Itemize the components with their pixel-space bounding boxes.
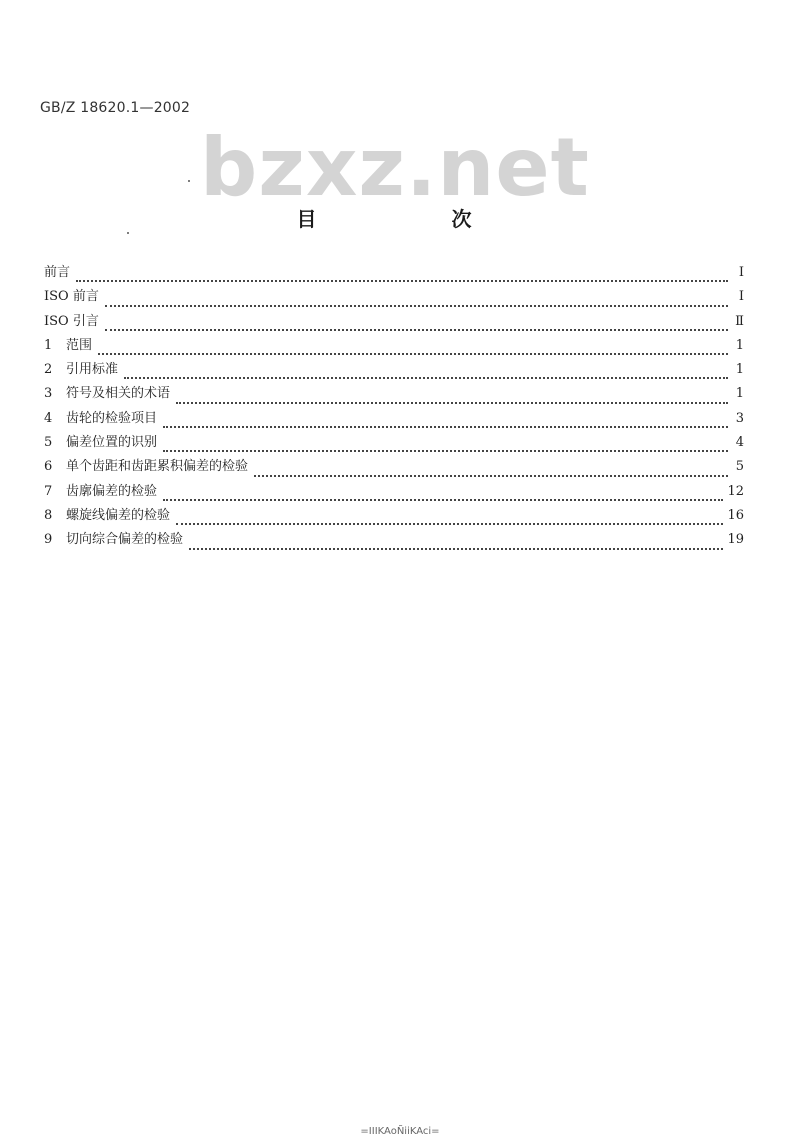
speck-mark — [127, 232, 129, 234]
toc-entry-page: 4 — [735, 435, 744, 451]
dot-leader — [163, 499, 723, 501]
toc-entry[interactable] — [44, 528, 744, 552]
dot-leader — [189, 548, 723, 550]
toc-entry-page: 1 — [735, 337, 744, 353]
toc-entry-number: 3 — [44, 386, 53, 402]
toc-entry[interactable] — [44, 504, 744, 528]
toc-entry-label: 齿轮的检验项目 — [66, 410, 158, 426]
toc-entry-page: 5 — [735, 459, 744, 475]
standard-code: GB/Z 18620.1—2002 — [40, 100, 191, 116]
toc-title: 目 次 — [296, 207, 536, 231]
toc-entry-label: 齿廓偏差的检验 — [66, 483, 158, 499]
toc-entry-number: 8 — [44, 507, 53, 523]
toc-entry-number: 1 — [44, 337, 53, 353]
dot-leader — [98, 353, 728, 355]
toc-entry-number: 6 — [44, 459, 53, 475]
toc-entry-number: 9 — [44, 532, 53, 548]
toc-entry-page: 1 — [735, 386, 744, 402]
toc-entry-label: 螺旋线偏差的检验 — [66, 507, 171, 523]
toc-entry[interactable] — [44, 334, 744, 358]
toc-entry-label: 切向综合偏差的检验 — [66, 532, 184, 548]
dot-leader — [176, 402, 728, 404]
page-footer: =IIIKAoÑiiKAci= — [360, 1126, 440, 1137]
dot-leader — [163, 450, 728, 452]
toc-entry-page: Ⅱ — [735, 313, 744, 329]
toc-entry-page: I — [738, 265, 744, 280]
toc-entry-label: 符号及相关的术语 — [66, 386, 171, 402]
dot-leader — [76, 280, 728, 282]
toc-entry-number: 2 — [44, 362, 53, 378]
toc-entry-number: 4 — [44, 410, 53, 426]
toc-entry-label: 范围 — [66, 337, 93, 353]
toc-entry-label: 前言 — [44, 265, 71, 280]
table-of-contents — [44, 261, 744, 553]
dot-leader — [163, 426, 728, 428]
dot-leader — [254, 475, 728, 477]
toc-entry[interactable] — [44, 261, 744, 285]
toc-entry-number: 5 — [44, 435, 53, 451]
toc-entry[interactable] — [44, 310, 744, 334]
dot-leader — [105, 305, 728, 307]
dot-leader — [124, 377, 728, 379]
toc-entry-page: 1 — [735, 362, 744, 378]
dot-leader — [105, 329, 728, 331]
speck-mark — [188, 180, 190, 182]
toc-entry[interactable] — [44, 431, 744, 455]
toc-entry[interactable] — [44, 358, 744, 382]
toc-entry[interactable] — [44, 480, 744, 504]
toc-entry[interactable] — [44, 382, 744, 406]
toc-entry-page: Ⅰ — [738, 289, 744, 305]
toc-entry[interactable] — [44, 455, 744, 479]
toc-entry-label: 引用标准 — [66, 362, 119, 378]
toc-entry-page: 12 — [727, 483, 744, 499]
toc-entry-page: 19 — [727, 532, 744, 548]
toc-entry-label: ISO 引言 — [44, 313, 99, 329]
toc-entry-page: 16 — [727, 507, 744, 523]
dot-leader — [176, 523, 723, 525]
toc-entry[interactable] — [44, 407, 744, 431]
toc-entry-label: ISO 前言 — [44, 289, 99, 305]
toc-entry-label: 单个齿距和齿距累积偏差的检验 — [66, 459, 249, 475]
toc-entry[interactable] — [44, 285, 744, 309]
toc-entry-label: 偏差位置的识别 — [66, 435, 158, 451]
toc-entry-page: 3 — [735, 410, 744, 426]
toc-entry-number: 7 — [44, 483, 53, 499]
watermark: bzxz.net — [200, 121, 590, 214]
